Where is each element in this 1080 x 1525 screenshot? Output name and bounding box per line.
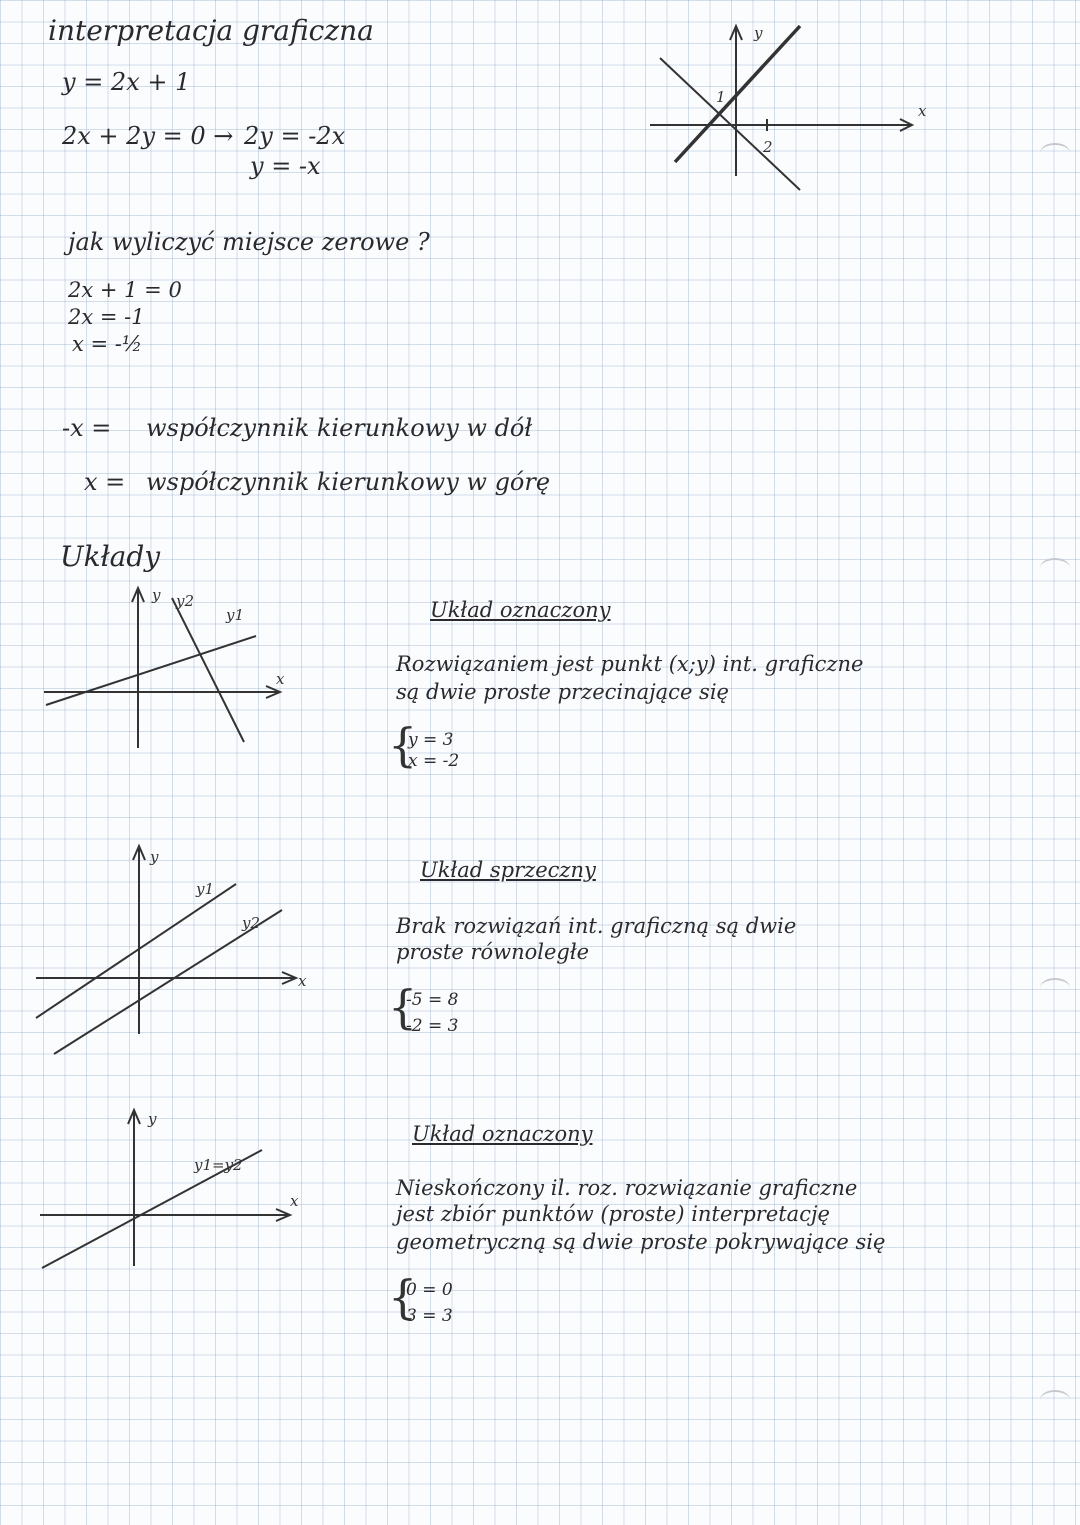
- graph-label-y: y: [754, 24, 763, 42]
- binder-hole: [1040, 558, 1070, 578]
- graph1-label-y2: y2: [176, 592, 195, 610]
- slope-sign-up: x =: [84, 468, 126, 496]
- system1-eq-2: x = -2: [408, 751, 460, 771]
- zero-step-3: x = -½: [72, 332, 143, 356]
- slope-text-down: współczynnik kierunkowy w dół: [146, 414, 533, 442]
- system2-desc-line-1: Brak rozwiązań int. graficzną są dwie: [396, 914, 797, 938]
- system2-desc-line-2: proste równoległe: [396, 940, 590, 964]
- graph1-label-x: x: [276, 670, 285, 688]
- graph3-label-y1y2: y1=y2: [194, 1156, 243, 1174]
- system2-eq-1: -5 = 8: [406, 990, 459, 1010]
- slope-sign-down: -x =: [62, 414, 112, 442]
- binder-hole: [1040, 1390, 1070, 1410]
- system1-eq-1: y = 3: [408, 730, 454, 750]
- system1-desc-line-1: Rozwiązaniem jest punkt (x;y) int. graficzne: [396, 652, 864, 676]
- graph2-label-y2: y2: [242, 914, 261, 932]
- graph2-label-y: y: [150, 848, 159, 866]
- system3-desc-line-1: Nieskończony il. roz. rozwiązanie graficzne: [396, 1176, 858, 1200]
- graph1-label-y: y: [152, 586, 161, 604]
- equation-line-2-left: 2x + 2y = 0 →: [62, 122, 234, 150]
- system1-brace: {: [388, 718, 418, 772]
- system1-desc-line-2: są dwie proste przecinające się: [396, 680, 729, 704]
- graph-label-x: x: [918, 102, 927, 120]
- zero-question: jak wyliczyć miejsce zerowe ?: [68, 228, 430, 256]
- system2-eq-2: -2 = 3: [406, 1016, 459, 1036]
- graph-label-one: 1: [716, 88, 726, 106]
- page-title: interpretacja graficzna: [48, 14, 374, 47]
- system1-title: Układ oznaczony: [430, 598, 611, 622]
- equation-line-1: y = 2x + 1: [62, 68, 191, 96]
- zero-step-2: 2x = -1: [68, 305, 145, 329]
- system3-eq-2: 3 = 3: [406, 1306, 453, 1326]
- binder-hole: [1040, 978, 1070, 998]
- binder-hole: [1040, 143, 1070, 163]
- equation-line-3: y = -x: [250, 152, 321, 180]
- slope-text-up: współczynnik kierunkowy w górę: [146, 468, 551, 496]
- system3-desc-line-3: geometryczną są dwie proste pokrywające się: [396, 1230, 886, 1254]
- graph2-label-x: x: [298, 972, 307, 990]
- system3-desc-line-2: jest zbiór punktów (proste) interpretację: [396, 1202, 830, 1226]
- equation-line-2-right: 2y = -2x: [244, 122, 346, 150]
- system3-eq-1: 0 = 0: [406, 1280, 453, 1300]
- zero-step-1: 2x + 1 = 0: [68, 278, 182, 302]
- graph2-label-y1: y1: [196, 880, 215, 898]
- systems-heading: Układy: [60, 540, 161, 573]
- graph3-label-y: y: [148, 1110, 157, 1128]
- graph-label-two: 2: [763, 138, 773, 156]
- system3-title: Układ oznaczony: [412, 1122, 593, 1146]
- system3-brace: {: [388, 1270, 418, 1324]
- graph3-label-x: x: [290, 1192, 299, 1210]
- system2-brace: {: [388, 980, 418, 1034]
- graph1-label-y1: y1: [226, 606, 245, 624]
- system2-title: Układ sprzeczny: [420, 858, 596, 882]
